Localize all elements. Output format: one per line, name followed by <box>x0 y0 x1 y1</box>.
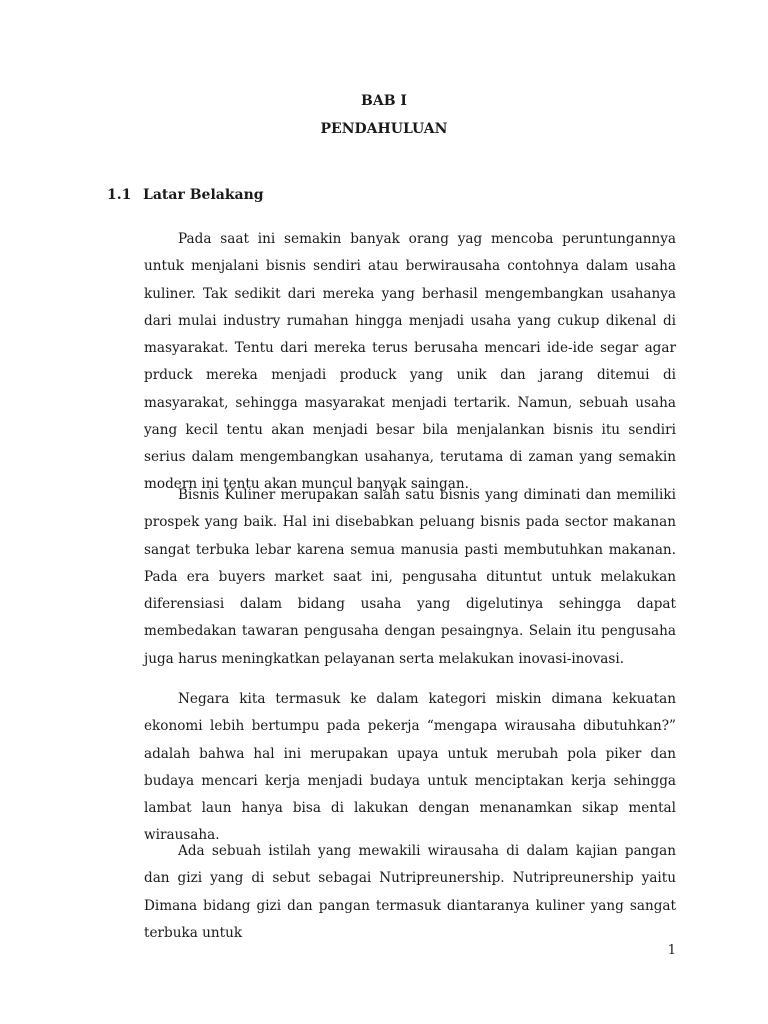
section-heading <box>107 187 264 203</box>
paragraph: Ada sebuah istilah yang mewakili wirausaha di dalam kajian pangan dan gizi yang di sebut sebagai Nutripreunership. Nutripreunership yaitu Dimana bidang gizi dan pangan termasuk diantaranya kuliner yang sangat terbuka untuk <box>144 843 676 941</box>
chapter-title: PENDAHULUAN <box>320 121 448 137</box>
paragraph: Bisnis Kuliner merupakan salah satu bisnis yang diminati dan memiliki prospek yang baik. Hal ini disebabkan peluang bisnis pada sector makanan sangat terbuka lebar karena semua manusia pasti membutuhkan makanan. Pada era buyers market saat ini, pengusaha dituntut untuk melakukan diferensiasi dalam bidang usaha yang digelutinya sehingga dapat membedakan tawaran pengusaha dengan pesaingnya. Selain itu pengusaha juga harus meningkatkan pelayanan serta melakukan inovasi-inovasi. <box>144 487 676 667</box>
chapter-number: BAB I <box>361 93 407 109</box>
section-title: Latar Belakang <box>143 187 264 203</box>
paragraph: Negara kita termasuk ke dalam kategori miskin dimana kekuatan ekonomi lebih bertumpu pada pekerja “mengapa wirausaha dibutuhkan?” adalah bahwa hal ini merupakan upaya untuk merubah pola piker dan budaya mencari kerja menjadi budaya untuk menciptakan kerja sehingga lambat laun hanya bisa di lakukan dengan menanamkan sikap mental wirausaha. <box>144 691 676 844</box>
section-number: 1.1 <box>107 187 132 203</box>
page-number: 1 <box>667 943 676 958</box>
paragraph: Pada saat ini semakin banyak orang yag mencoba peruntungannya untuk menjalani bisnis sendiri atau berwirausaha contohnya dalam usaha kuliner. Tak sedikit dari mereka yang berhasil mengembangkan usahanya dari mulai industry rumahan hingga menjadi usaha yang cukup dikenal di masyarakat. Tentu dari mereka terus berusaha mencari ide-ide segar agar prduck mereka menjadi produck yang unik dan jarang ditemui di masyarakat, sehingga masyarakat menjadi tertarik. Namun, sebuah usaha yang kecil tentu akan menjadi besar bila menjalankan bisnis itu sendiri serius dalam mengembangkan usahanya, terutama di zaman yang semakin modern ini tentu akan muncul banyak saingan. <box>144 231 676 493</box>
